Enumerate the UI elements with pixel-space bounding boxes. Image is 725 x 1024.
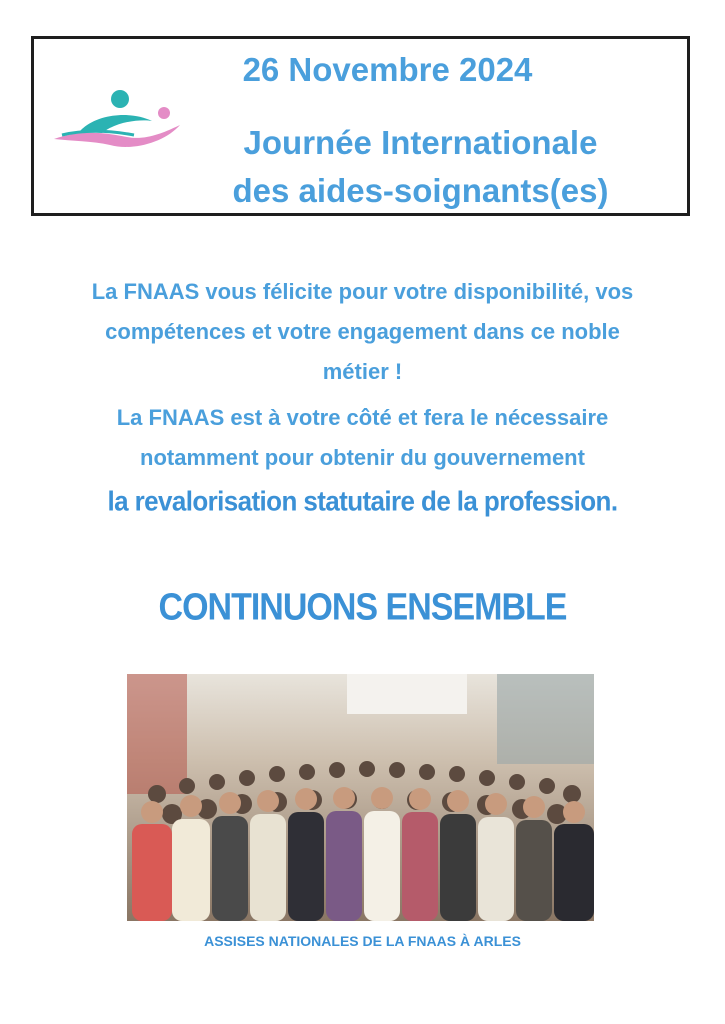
- header-box: [31, 36, 690, 216]
- event-title: [184, 119, 657, 215]
- slogan-heading: CONTINUONS ENSEMBLE: [158, 585, 567, 629]
- message-line: compétences et votre engagement dans ce noble: [105, 319, 620, 344]
- photo-caption: ASSISES NATIONALES DE LA FNAAS À ARLES: [204, 933, 521, 949]
- caregiver-logo-icon: [52, 89, 182, 159]
- group-photo-icon: [127, 674, 594, 921]
- message-line: notamment pour obtenir du gouvernement: [140, 445, 585, 470]
- event-title-line2: des aides-soignants(es): [232, 172, 609, 209]
- commitment-message: [20, 398, 705, 478]
- congratulation-message: [20, 272, 705, 392]
- event-date: 26 Novembre 2024: [242, 51, 533, 88]
- message-line: métier !: [322, 359, 403, 384]
- message-line: La FNAAS est à votre côté et fera le nécessaire: [116, 405, 609, 430]
- event-title-line1: Journée Internationale: [243, 124, 598, 161]
- message-line: La FNAAS vous félicite pour votre disponibilité, vos: [91, 279, 634, 304]
- revalorisation-statement: la revalorisation statutaire de la profession.: [107, 484, 618, 518]
- group-photo: [127, 674, 594, 921]
